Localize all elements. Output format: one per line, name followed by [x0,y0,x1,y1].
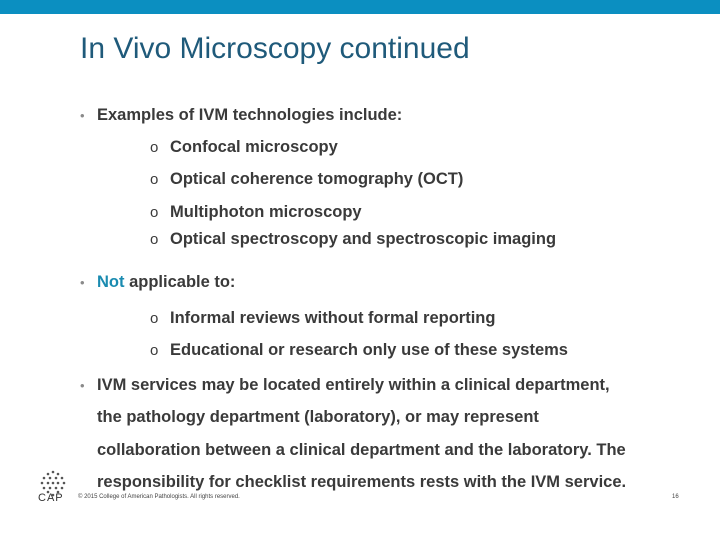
bullet-text: applicable to: [124,273,236,291]
list-marker: o [150,139,159,156]
list-marker: o [150,231,159,248]
list-item-text: Optical spectroscopy and spectroscopic imaging [170,230,557,248]
list-marker: o [150,310,159,327]
list-marker: o [150,204,159,221]
bullet-examples [80,106,402,125]
list-item [150,230,556,249]
paragraph-line: the pathology department (laboratory), or may represent [97,408,539,426]
list-item-text: Optical coherence tomography (OCT) [170,170,464,188]
list-item-text: Multiphoton microscopy [170,203,362,221]
list-item [150,203,362,222]
paragraph-line: collaboration between a clinical department and the laboratory. The [97,441,626,459]
bullet-text: Examples of IVM technologies include: [97,106,403,124]
bullet-marker: • [80,275,85,290]
list-item [150,309,495,328]
list-item [150,138,338,157]
paragraph-line: responsibility for checklist requirements rests with the IVM service. [97,473,627,491]
top-accent-bar [0,0,720,14]
cap-logo-text: CAP [38,492,64,504]
list-marker: o [150,171,159,188]
bullet-ivm-services [80,376,610,395]
bullet-marker: • [80,378,85,393]
paragraph-line: IVM services may be located entirely within a clinical department, [97,376,610,394]
footer-copyright: © 2015 College of American Pathologists. All rights reserved. [78,494,240,500]
list-item [150,170,463,189]
page-number: 16 [672,494,679,500]
bullet-marker: • [80,108,85,123]
list-item-text: Informal reviews without formal reporting [170,309,496,327]
emphasis-text: Not [97,273,125,291]
list-item-text: Educational or research only use of these systems [170,341,568,359]
list-item-text: Confocal microscopy [170,138,338,156]
list-marker: o [150,342,159,359]
slide-title: In Vivo Microscopy continued [80,32,470,65]
bullet-not-applicable [80,273,235,292]
list-item [150,341,568,360]
